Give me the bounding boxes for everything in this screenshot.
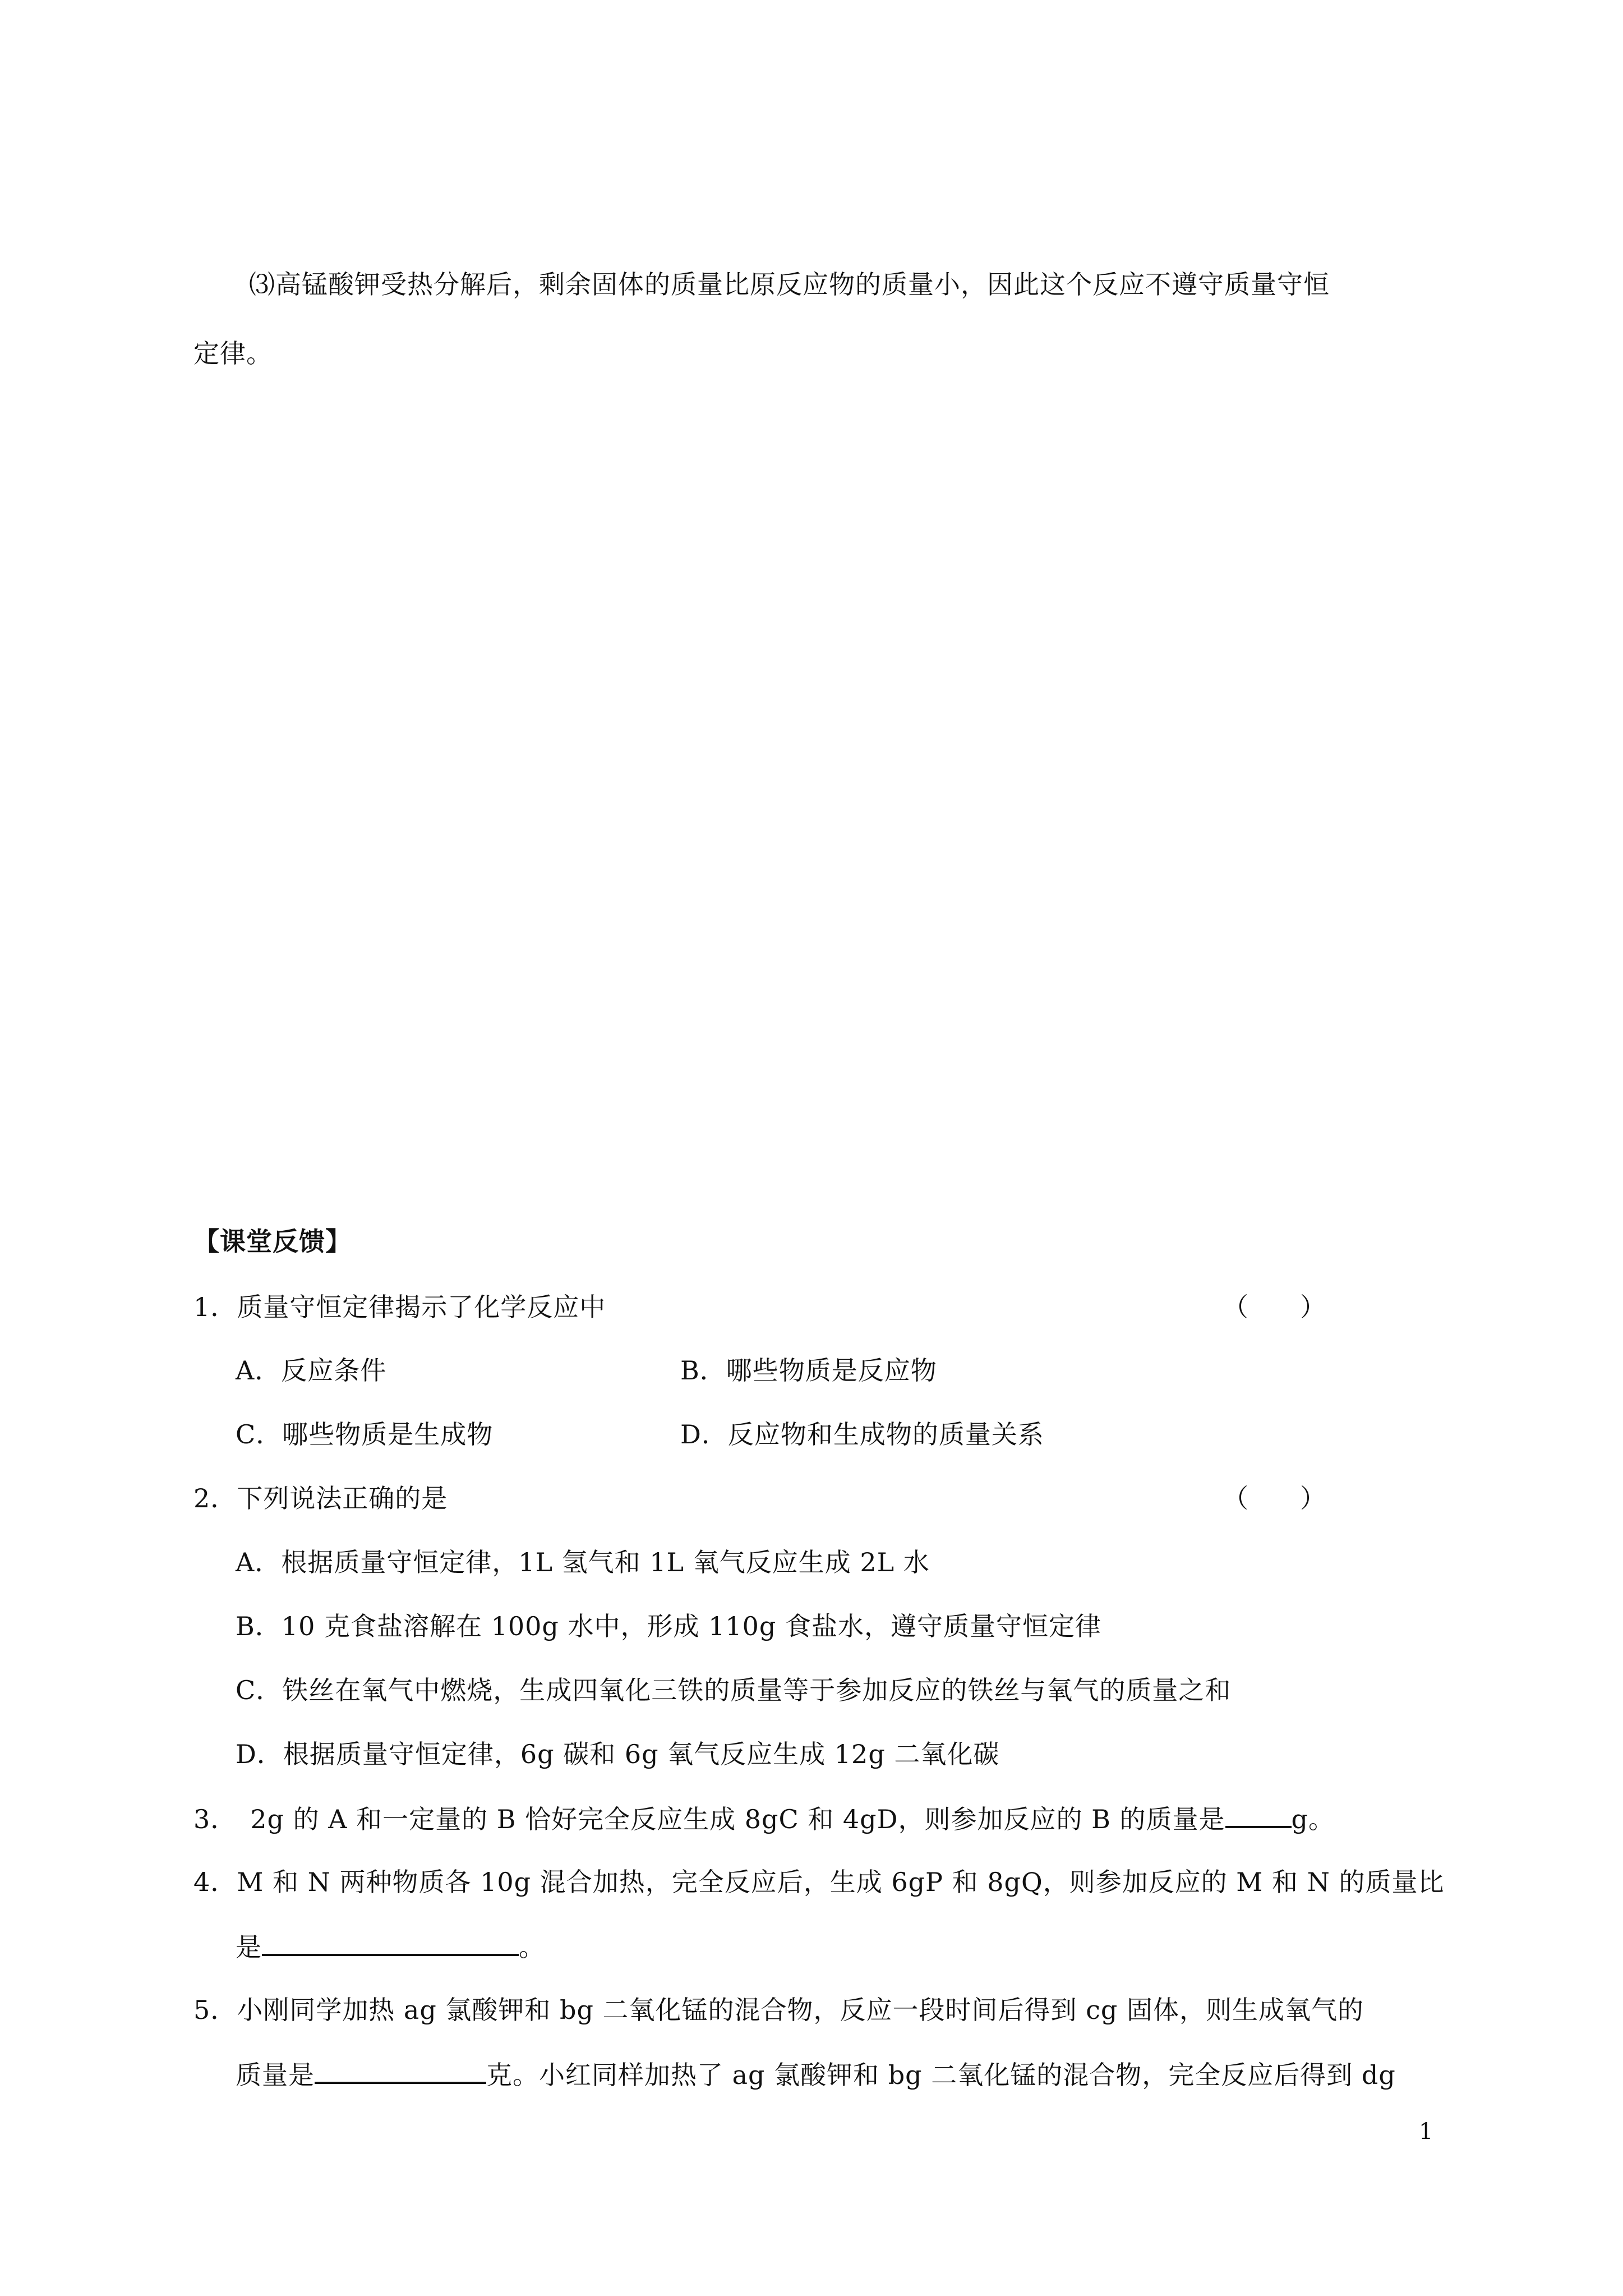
q2-stem: 2．下列说法正确的是: [193, 1483, 448, 1513]
q2-option-b[interactable]: B．10 克食盐溶解在 100g 水中，形成 110g 食盐水，遵守质量守恒定律: [236, 1611, 1101, 1641]
q5-answer-blank[interactable]: [315, 2057, 486, 2084]
intro-line-1: ⑶高锰酸钾受热分解后，剩余固体的质量比原反应物的质量小，因此这个反应不遵守质量守恒: [249, 269, 1330, 300]
section-title: 【课堂反馈】: [193, 1226, 352, 1257]
q2-answer-bracket[interactable]: （ ）: [1223, 1483, 1326, 1513]
q1-option-b[interactable]: B．哪些物质是反应物: [680, 1355, 937, 1386]
q3-unit: g。: [1291, 1804, 1335, 1834]
q4-text: 是: [236, 1932, 262, 1962]
q3-text: 3． 2g 的 A 和一定量的 B 恰好完全反应生成 8gC 和 4gD，则参加反应的 B 的质量是: [193, 1804, 1225, 1834]
q1-option-c[interactable]: C．哪些物质是生成物: [236, 1419, 494, 1450]
page-number: 1: [1419, 2119, 1433, 2145]
q5-text: 质量是: [236, 2060, 315, 2090]
q4-end: 。: [519, 1932, 545, 1962]
q4-answer-blank[interactable]: [262, 1929, 519, 1956]
q2-option-d[interactable]: D．根据质量守恒定律，6g 碳和 6g 氧气反应生成 12g 二氧化碳: [236, 1739, 1000, 1769]
q2-option-c[interactable]: C．铁丝在氧气中燃烧，生成四氧化三铁的质量等于参加反应的铁丝与氧气的质量之和: [236, 1675, 1232, 1705]
q4-line-1: 4．M 和 N 两种物质各 10g 混合加热，完全反应后，生成 6gP 和 8gQ，则参加反应的 M 和 N 的质量比: [193, 1867, 1445, 1897]
q5-line-2: [236, 2057, 1396, 2092]
q1-option-a[interactable]: A．反应条件: [236, 1355, 387, 1386]
q5-continuation: 克。小红同样加热了 ag 氯酸钾和 bg 二氧化锰的混合物，完全反应后得到 dg: [486, 2060, 1396, 2090]
q2-option-a[interactable]: A．根据质量守恒定律，1L 氢气和 1L 氧气反应生成 2L 水: [236, 1547, 930, 1577]
q1-answer-bracket[interactable]: （ ）: [1223, 1292, 1326, 1322]
q5-line-1: 5．小刚同学加热 ag 氯酸钾和 bg 二氧化锰的混合物，反应一段时间后得到 cg 固体，则生成氧气的: [193, 1995, 1364, 2025]
q3-line: [193, 1801, 1335, 1836]
q1-stem: 1．质量守恒定律揭示了化学反应中: [193, 1292, 606, 1322]
q3-answer-blank[interactable]: [1225, 1801, 1292, 1828]
q4-line-2: [236, 1929, 545, 1964]
q1-option-d[interactable]: D．反应物和生成物的质量关系: [680, 1419, 1044, 1450]
intro-line-2: 定律。: [193, 338, 273, 369]
